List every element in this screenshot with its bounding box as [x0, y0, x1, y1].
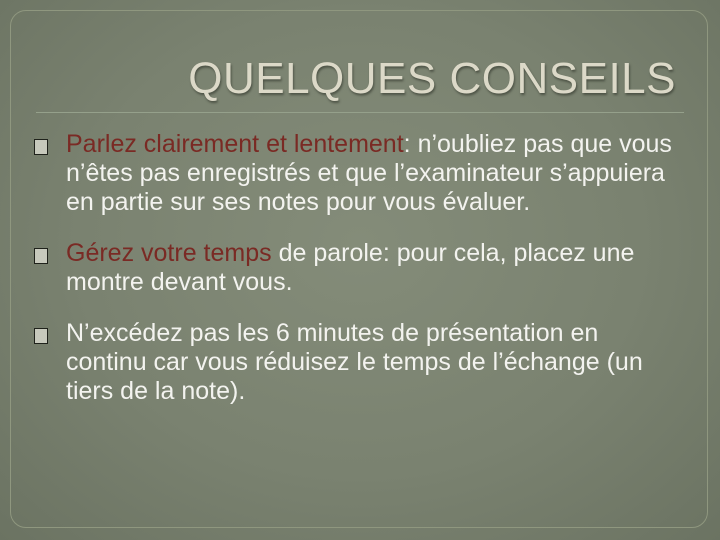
bullet-box-icon [34, 328, 48, 344]
bullet-box-icon [34, 248, 48, 264]
bullet-highlight: Parlez clairement et lentement [66, 130, 404, 158]
title-divider [36, 112, 684, 113]
bullet-item [34, 239, 674, 297]
bullet-rest: : n’oubliez pas que vous n’êtes pas enregistrés et que l’examinateur s’appuiera en partie sur ses notes pour vous évaluer. [66, 130, 672, 216]
bullet-box-icon [34, 139, 48, 155]
bullet-text [66, 319, 674, 406]
bullet-list [34, 130, 674, 428]
bullet-highlight: Gérez votre temps [66, 239, 272, 267]
bullet-rest: N’excédez pas les 6 minutes de présentation en continu car vous réduisez le temps de l’échange (un tiers de la note). [66, 319, 643, 405]
bullet-item [34, 319, 674, 406]
bullet-rest: de parole: pour cela, placez une montre devant vous. [66, 239, 635, 296]
slide-title: QUELQUES CONSEILS [188, 54, 676, 103]
bullet-item [34, 130, 674, 217]
bullet-text [66, 239, 674, 297]
bullet-text [66, 130, 674, 217]
